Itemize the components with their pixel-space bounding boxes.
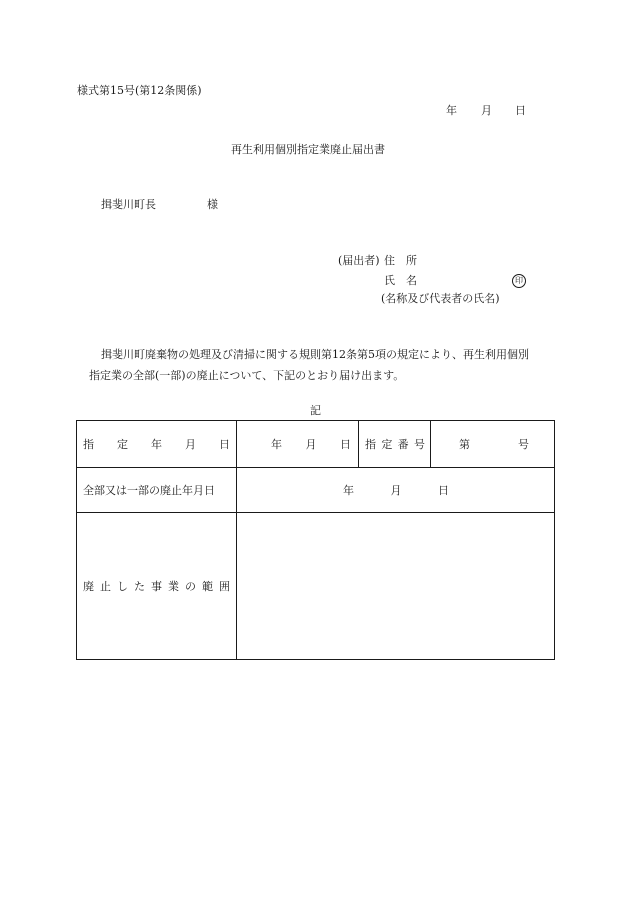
designation-number-label: 指 定 番 号	[365, 438, 425, 451]
address-label: 住 所	[384, 254, 417, 267]
body-line-2: 指定業の全部(一部)の廃止について、下記のとおり届け出ます。	[89, 369, 405, 382]
seal-mark: 印	[512, 274, 526, 288]
date-day-label: 日	[515, 104, 526, 117]
form-number: 様式第15号(第12条関係)	[77, 84, 202, 97]
addressee-name: 揖斐川町長	[101, 198, 156, 211]
abolished-scope-field[interactable]	[237, 513, 554, 659]
column-divider	[430, 421, 431, 467]
date-month-label: 月	[481, 104, 492, 117]
body-line-1: 揖斐川町廃棄物の処理及び清掃に関する規則第12条第5項の規定により、再生利用個別	[101, 348, 529, 361]
document-title: 再生利用個別指定業廃止届出書	[231, 143, 385, 156]
addressee-honorific: 様	[207, 198, 218, 211]
date-year-label: 年	[446, 104, 457, 117]
details-table	[76, 420, 555, 660]
abolition-date-field[interactable]: 年 月 日	[343, 483, 449, 497]
column-divider	[358, 421, 359, 467]
applicant-label: (届出者)	[338, 254, 380, 267]
representative-note: (名称及び代表者の氏名)	[381, 292, 500, 305]
designation-date-label: 指 定 年 月 日	[83, 438, 230, 451]
abolition-date-label: 全部又は一部の廃止年月日	[83, 483, 215, 497]
abolished-scope-label: 廃 止 し た 事 業 の 範 囲	[83, 579, 230, 593]
designation-number-field[interactable]: 第 号	[459, 438, 529, 451]
ki-heading: 記	[310, 404, 321, 417]
name-label: 氏 名	[384, 274, 417, 287]
designation-date-field[interactable]: 年 月 日	[271, 438, 351, 451]
